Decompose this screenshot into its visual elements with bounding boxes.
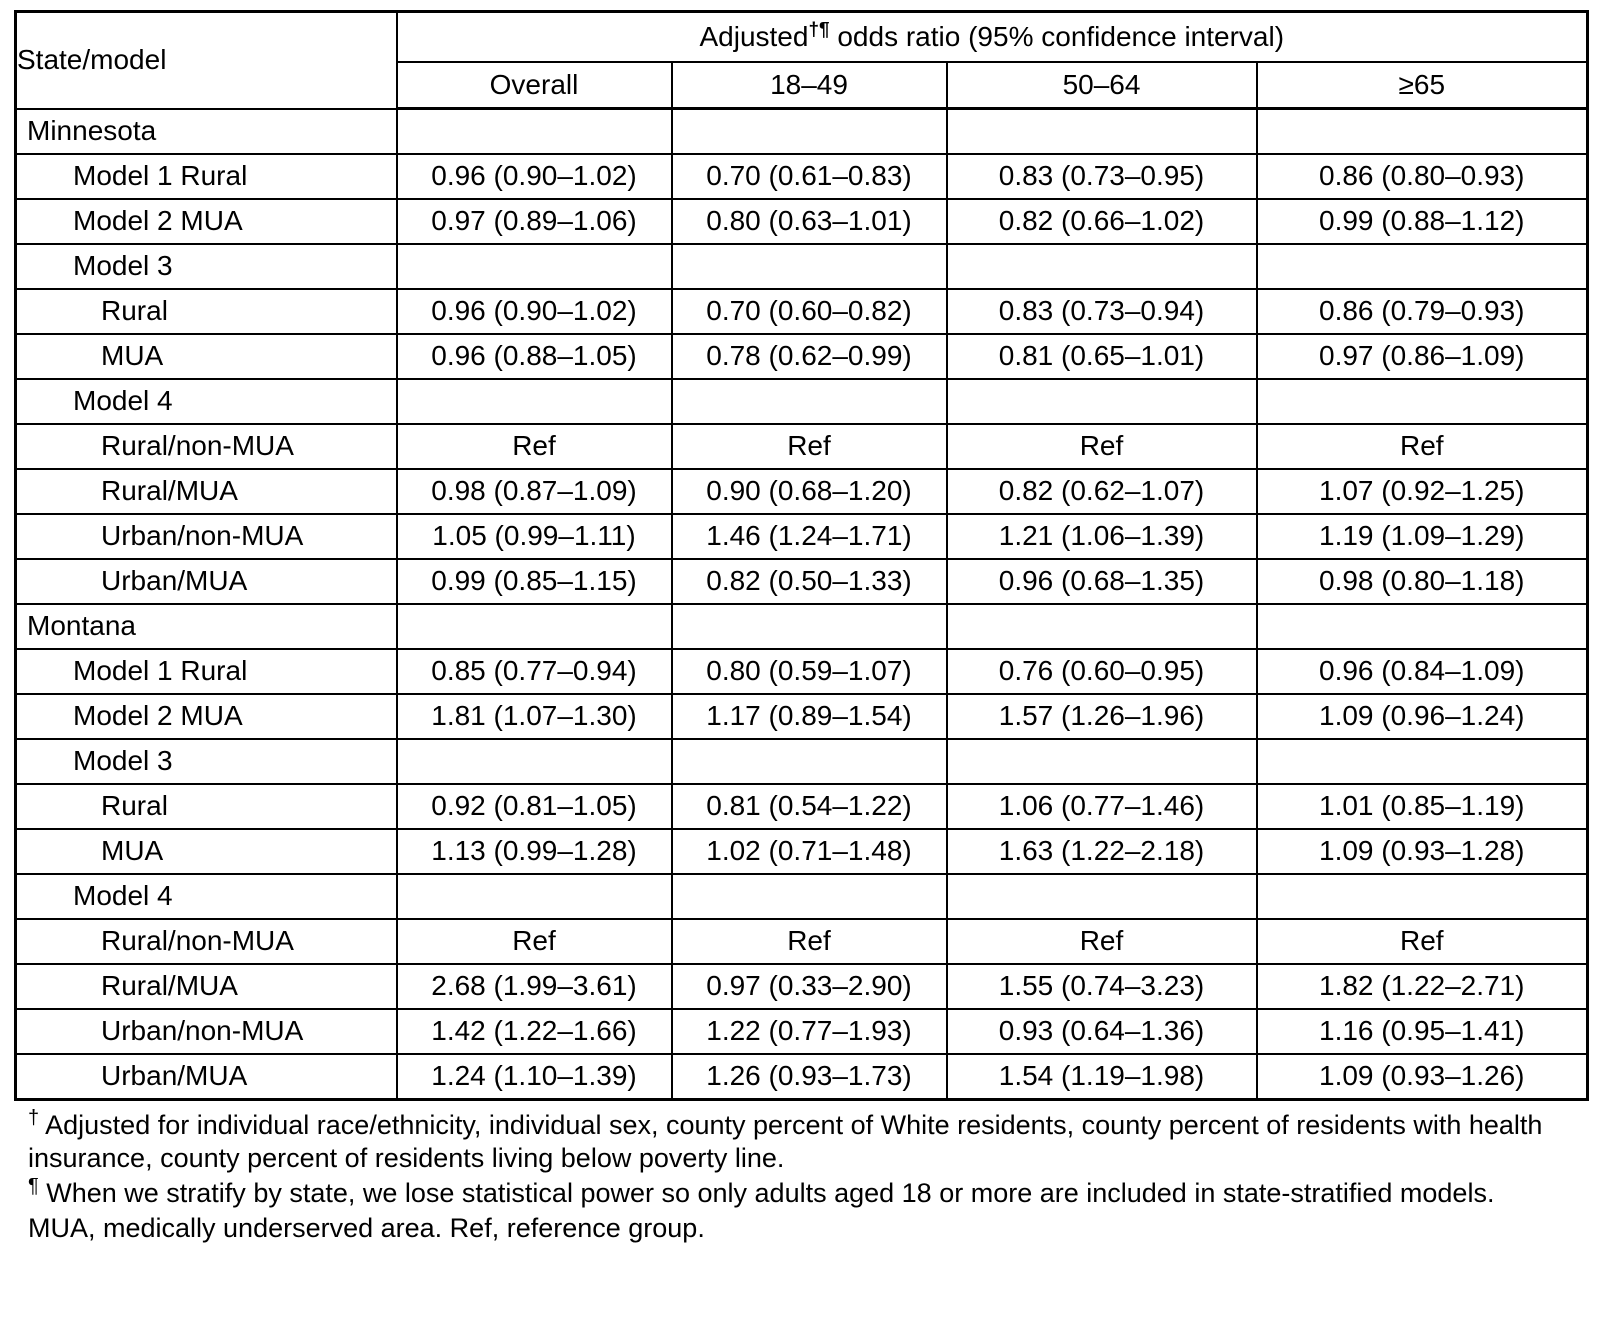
cell-value: 0.96 (0.90–1.02) (397, 289, 672, 334)
cell-value: 1.26 (0.93–1.73) (672, 1054, 947, 1100)
group-header-text-after: odds ratio (95% confidence interval) (829, 20, 1285, 52)
cell-value (1257, 109, 1588, 155)
cell-value: 0.97 (0.86–1.09) (1257, 334, 1588, 379)
cell-value: 1.05 (0.99–1.11) (397, 514, 672, 559)
cell-value: 1.81 (1.07–1.30) (397, 694, 672, 739)
table-row (16, 829, 1588, 874)
table-row (16, 244, 1588, 289)
group-header-text-before: Adjusted (699, 20, 809, 52)
footnote-text: Adjusted for individual race/ethnicity, individual sex, county percent of White residents, county percent of residents with health insurance, county percent of residents living below poverty line. (28, 1110, 1543, 1173)
row-label: Rural/non-MUA (16, 919, 397, 964)
adjusted-odds-ratio-table (14, 10, 1589, 1101)
table-row (16, 1054, 1588, 1100)
cell-value: 1.19 (1.09–1.29) (1257, 514, 1588, 559)
table-row (16, 919, 1588, 964)
cell-value: 1.16 (0.95–1.41) (1257, 1009, 1588, 1054)
table-row (16, 649, 1588, 694)
row-label: Minnesota (16, 109, 397, 155)
cell-value: Ref (1257, 919, 1588, 964)
table-row (16, 739, 1588, 784)
row-label: Model 4 (16, 874, 397, 919)
cell-value (672, 874, 947, 919)
cell-value (1257, 379, 1588, 424)
cell-value: 0.83 (0.73–0.94) (947, 289, 1257, 334)
cell-value: 0.98 (0.87–1.09) (397, 469, 672, 514)
cell-value: Ref (947, 919, 1257, 964)
table-row (16, 199, 1588, 244)
cell-value: 1.09 (0.96–1.24) (1257, 694, 1588, 739)
table-row (16, 334, 1588, 379)
row-label: Model 1 Rural (16, 154, 397, 199)
cell-value: 2.68 (1.99–3.61) (397, 964, 672, 1009)
footnote-text: MUA, medically underserved area. Ref, reference group. (28, 1212, 705, 1243)
cell-value: 1.54 (1.19–1.98) (947, 1054, 1257, 1100)
table-row (16, 784, 1588, 829)
cell-value: 0.96 (0.84–1.09) (1257, 649, 1588, 694)
row-label: MUA (16, 829, 397, 874)
table-row (16, 964, 1588, 1009)
cell-value: 1.21 (1.06–1.39) (947, 514, 1257, 559)
row-label: Rural/MUA (16, 469, 397, 514)
cell-value (672, 244, 947, 289)
cell-value (1257, 874, 1588, 919)
cell-value: 0.81 (0.65–1.01) (947, 334, 1257, 379)
cell-value: 1.07 (0.92–1.25) (1257, 469, 1588, 514)
cell-value: 0.82 (0.62–1.07) (947, 469, 1257, 514)
row-label: Model 2 MUA (16, 694, 397, 739)
row-label: Model 2 MUA (16, 199, 397, 244)
cell-value (397, 739, 672, 784)
table-row (16, 424, 1588, 469)
row-label: MUA (16, 334, 397, 379)
cell-value: 0.85 (0.77–0.94) (397, 649, 672, 694)
group-header-footnote-markers: †¶ (808, 19, 830, 41)
cell-value: 1.02 (0.71–1.48) (672, 829, 947, 874)
table-body (16, 109, 1588, 1100)
cell-value: 0.98 (0.80–1.18) (1257, 559, 1588, 604)
cell-value (947, 379, 1257, 424)
cell-value: 1.55 (0.74–3.23) (947, 964, 1257, 1009)
table-row (16, 514, 1588, 559)
cell-value: 1.57 (1.26–1.96) (947, 694, 1257, 739)
row-label: Rural (16, 784, 397, 829)
cell-value: Ref (397, 424, 672, 469)
cell-value: 1.17 (0.89–1.54) (672, 694, 947, 739)
row-label: Urban/MUA (16, 559, 397, 604)
cell-value: 0.80 (0.59–1.07) (672, 649, 947, 694)
cell-value (397, 109, 672, 155)
table-row (16, 289, 1588, 334)
column-header-65-plus: ≥65 (1257, 62, 1588, 109)
table-row (16, 694, 1588, 739)
row-label: Rural (16, 289, 397, 334)
table-row (16, 469, 1588, 514)
cell-value (1257, 244, 1588, 289)
cell-value: 0.78 (0.62–0.99) (672, 334, 947, 379)
cell-value: 1.42 (1.22–1.66) (397, 1009, 672, 1054)
cell-value: 1.63 (1.22–2.18) (947, 829, 1257, 874)
cell-value: 0.82 (0.66–1.02) (947, 199, 1257, 244)
table-row (16, 559, 1588, 604)
cell-value (947, 739, 1257, 784)
footnote (28, 1109, 1572, 1175)
cell-value: 1.22 (0.77–1.93) (672, 1009, 947, 1054)
cell-value: 0.81 (0.54–1.22) (672, 784, 947, 829)
table-row (16, 379, 1588, 424)
row-label: Urban/non-MUA (16, 514, 397, 559)
cell-value (1257, 604, 1588, 649)
cell-value: 0.83 (0.73–0.95) (947, 154, 1257, 199)
cell-value: Ref (397, 919, 672, 964)
cell-value (947, 874, 1257, 919)
row-label: Model 1 Rural (16, 649, 397, 694)
cell-value (947, 604, 1257, 649)
row-label: Rural/MUA (16, 964, 397, 1009)
cell-value: 0.99 (0.88–1.12) (1257, 199, 1588, 244)
cell-value: 0.96 (0.68–1.35) (947, 559, 1257, 604)
cell-value: 0.90 (0.68–1.20) (672, 469, 947, 514)
cell-value: 0.92 (0.81–1.05) (397, 784, 672, 829)
table-row (16, 154, 1588, 199)
footnotes (14, 1109, 1586, 1245)
cell-value: 0.97 (0.89–1.06) (397, 199, 672, 244)
cell-value: Ref (947, 424, 1257, 469)
cell-value: 0.82 (0.50–1.33) (672, 559, 947, 604)
cell-value: Ref (672, 424, 947, 469)
cell-value: 0.99 (0.85–1.15) (397, 559, 672, 604)
cell-value: 1.82 (1.22–2.71) (1257, 964, 1588, 1009)
cell-value: 0.70 (0.60–0.82) (672, 289, 947, 334)
cell-value: 0.76 (0.60–0.95) (947, 649, 1257, 694)
cell-value (397, 604, 672, 649)
corner-header: State/model (16, 12, 397, 109)
footnote (28, 1174, 1572, 1210)
row-label: Model 3 (16, 739, 397, 784)
cell-value: 0.96 (0.88–1.05) (397, 334, 672, 379)
cell-value: 0.70 (0.61–0.83) (672, 154, 947, 199)
cell-value: 1.06 (0.77–1.46) (947, 784, 1257, 829)
table-row (16, 604, 1588, 649)
table-header (16, 12, 1588, 109)
row-label: Urban/non-MUA (16, 1009, 397, 1054)
cell-value: 0.86 (0.80–0.93) (1257, 154, 1588, 199)
cell-value: 0.86 (0.79–0.93) (1257, 289, 1588, 334)
table-row (16, 874, 1588, 919)
footnote-marker: † (28, 1107, 40, 1129)
group-header (397, 12, 1588, 63)
cell-value: 1.24 (1.10–1.39) (397, 1054, 672, 1100)
cell-value: 0.80 (0.63–1.01) (672, 199, 947, 244)
cell-value: 1.09 (0.93–1.26) (1257, 1054, 1588, 1100)
cell-value (947, 109, 1257, 155)
footnote-text: When we stratify by state, we lose statistical power so only adults aged 18 or more are included in state-stratified models. (38, 1177, 1495, 1208)
cell-value: 0.93 (0.64–1.36) (947, 1009, 1257, 1054)
cell-value: 1.46 (1.24–1.71) (672, 514, 947, 559)
cell-value (397, 874, 672, 919)
table-row (16, 1009, 1588, 1054)
cell-value (397, 244, 672, 289)
row-label: Montana (16, 604, 397, 649)
column-header-18-49: 18–49 (672, 62, 947, 109)
table-row (16, 109, 1588, 155)
cell-value: 1.01 (0.85–1.19) (1257, 784, 1588, 829)
cell-value (947, 244, 1257, 289)
cell-value: 0.97 (0.33–2.90) (672, 964, 947, 1009)
column-header-50-64: 50–64 (947, 62, 1257, 109)
footnote-marker: ¶ (28, 1174, 39, 1197)
cell-value (672, 604, 947, 649)
cell-value: 0.96 (0.90–1.02) (397, 154, 672, 199)
row-label: Urban/MUA (16, 1054, 397, 1100)
cell-value (672, 109, 947, 155)
row-label: Model 4 (16, 379, 397, 424)
row-label: Rural/non-MUA (16, 424, 397, 469)
cell-value: Ref (672, 919, 947, 964)
header-row-group (16, 12, 1588, 63)
cell-value: 1.13 (0.99–1.28) (397, 829, 672, 874)
cell-value: 1.09 (0.93–1.28) (1257, 829, 1588, 874)
cell-value (397, 379, 672, 424)
column-header-overall: Overall (397, 62, 672, 109)
cell-value (1257, 739, 1588, 784)
cell-value: Ref (1257, 424, 1588, 469)
cell-value (672, 379, 947, 424)
cell-value (672, 739, 947, 784)
footnote (28, 1212, 1572, 1245)
row-label: Model 3 (16, 244, 397, 289)
